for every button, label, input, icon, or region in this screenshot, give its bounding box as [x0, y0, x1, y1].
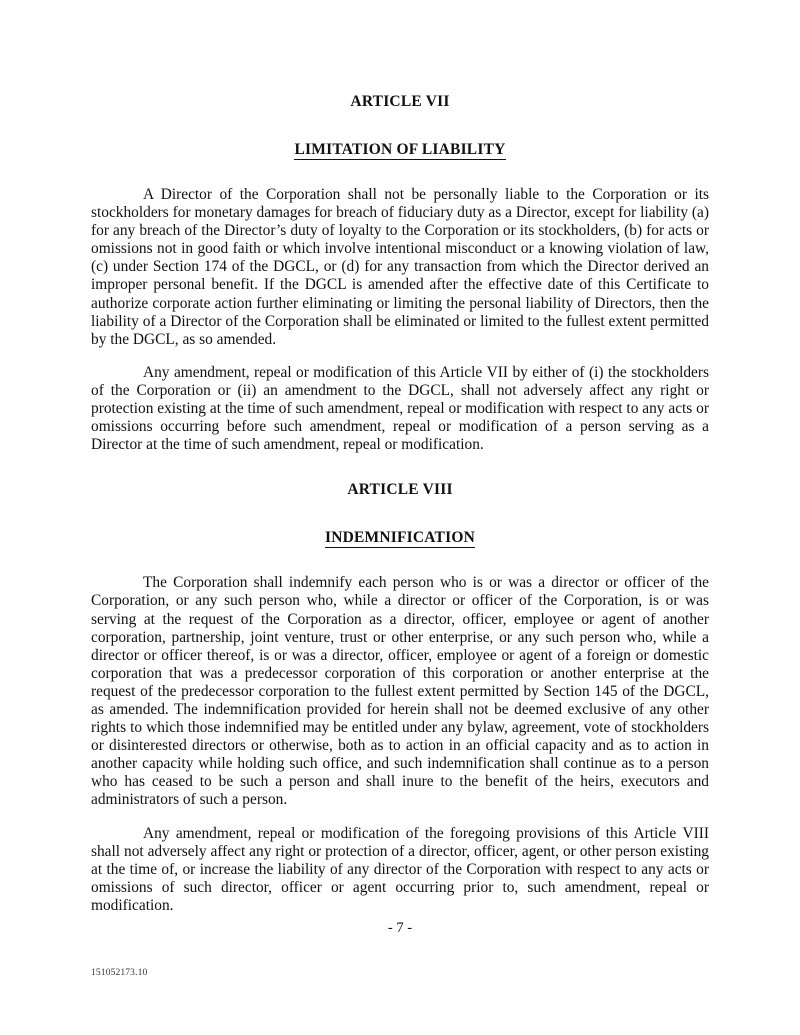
paragraph-viii-2: Any amendment, repeal or modification of the foregoing provisions of this Article VIII shall not adversely affect any right or protection of a director, officer, agent, or other person existing at the time of, or increase the liability of any director of the Corporation with respect to any acts or omissions of such director, officer or agent occurring prior to, such amendment, repeal or modification.: [91, 824, 709, 914]
article-heading-viii: ARTICLE VIII: [347, 481, 453, 499]
spacer: [91, 111, 709, 141]
spacer: [91, 160, 709, 186]
spacer: [91, 454, 709, 481]
spacer: [91, 499, 709, 529]
section-heading-limitation-of-liability-text: LIMITATION OF LIABILITY: [294, 141, 506, 158]
paragraph-vii-1: A Director of the Corporation shall not be personally liable to the Corporation or its stockholders for monetary damages for breach of fiduciary duty as a Director, except for liability (a) for any breach of the Director’s duty of loyalty to the Corporation or its stockholders, (b) for acts or omissions not in good faith or which involve intentional misconduct or a knowing violation of law, (c) under Section 174 of the DGCL, or (d) for any transaction from which the Director derived an improper personal benefit. If the DGCL is amended after the effective date of this Certificate to authorize corporate action further eliminating or limiting the personal liability of Directors, then the liability of a Director of the Corporation shall be eliminated or limited to the fullest extent permitted by the DGCL, as so amended.: [91, 186, 709, 348]
paragraph-viii-1: The Corporation shall indemnify each person who is or was a director or officer of the Corporation, or any such person who, while a director or officer of the Corporation, is or was serving at the request of the Corporation as a director, officer, employee or agent of another corporation, partnership, joint venture, trust or other enterprise, or any such person who, while a director or officer thereof, is or was a director, officer, employee or agent of a foreign or domestic corporation that was a predecessor corporation of this corporation or another enterprise at the request of the predecessor corporation to the fullest extent permitted by Section 145 of the DGCL, as amended. The indemnification provided for herein shall not be deemed exclusive of any other rights to which those indemnified may be entitled under any bylaw, agreement, vote of stockholders or disinterested directors or otherwise, both as to action in an official capacity and as to action in another capacity while holding such office, and such indemnification shall continue as to a person who has ceased to be such a person and shall inure to the benefit of the heirs, executors and administrators of such a person.: [91, 574, 709, 809]
spacer: [91, 548, 709, 574]
document-reference-footer: 151052173.10: [91, 967, 148, 978]
section-heading-limitation-of-liability: [91, 141, 709, 160]
page-content: [91, 93, 709, 915]
section-heading-indemnification-text: INDEMNIFICATION: [325, 529, 475, 547]
article-heading-vii: ARTICLE VII: [350, 93, 450, 110]
section-heading-indemnification: [91, 529, 709, 548]
page-number: - 7 -: [387, 920, 413, 936]
paragraph-vii-2: Any amendment, repeal or modification of this Article VII by either of (i) the stockholders of the Corporation or (ii) an amendment to the DGCL, shall not adversely affect any right or protection existing at the time of such amendment, repeal or modification with respect to any acts or omissions occurring before such amendment, repeal or modification of a person serving as a Director at the time of such amendment, repeal or modification.: [91, 363, 709, 454]
